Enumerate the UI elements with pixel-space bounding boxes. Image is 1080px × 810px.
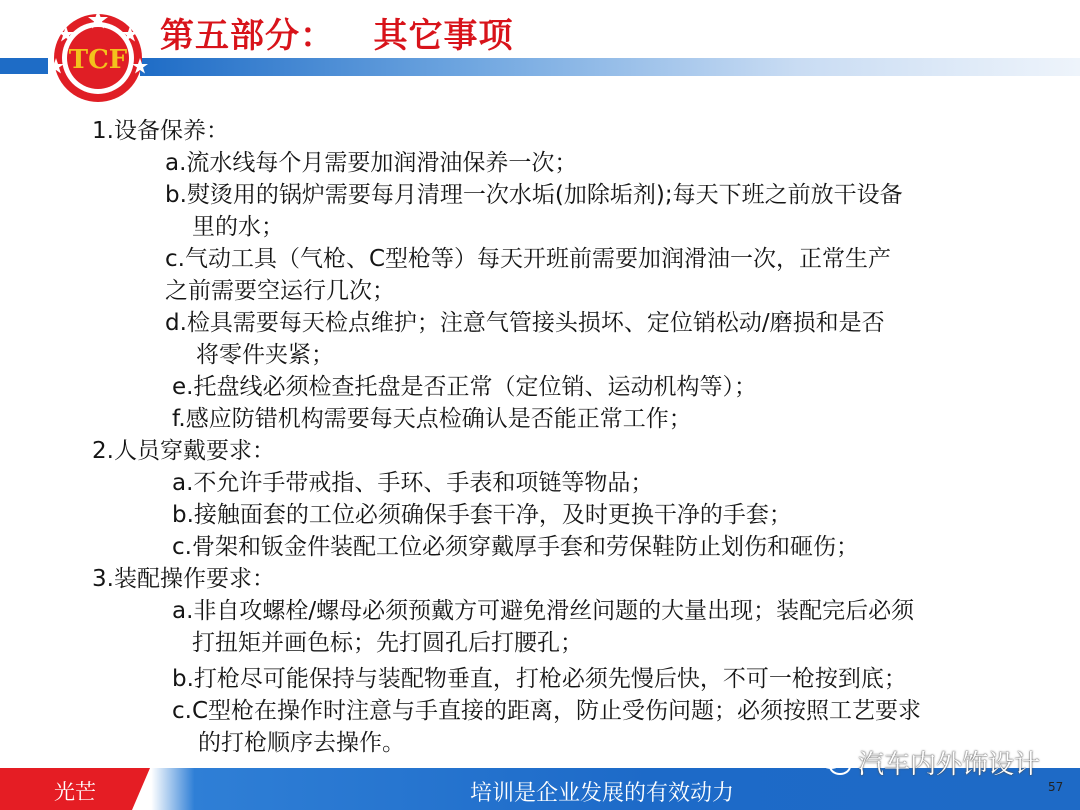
list-item: c.气动工具（气枪、C型枪等）每天开班前需要加润滑油一次，正常生产	[165, 246, 892, 272]
page-number: 57	[1048, 780, 1064, 794]
list-item: a.不允许手带戒指、手环、手表和项链等物品；	[172, 470, 654, 496]
list-item: c.骨架和钣金件装配工位必须穿戴厚手套和劳保鞋防止划伤和砸伤；	[172, 534, 859, 560]
header-band-left	[0, 58, 48, 74]
list-item-continuation: 打扭矩并画色标；先打圆孔后打腰孔；	[192, 630, 583, 656]
section-heading-1: 1.设备保养：	[92, 118, 229, 144]
list-item: a.非自攻螺栓/螺母必须预戴方可避免滑丝问题的大量出现；装配完后必须	[172, 598, 915, 624]
list-item: c.C型枪在操作时注意与手直接的距离，防止受伤问题；必须按照工艺要求	[172, 698, 922, 724]
wechat-watermark	[818, 744, 1040, 780]
list-item-continuation: 将零件夹紧；	[196, 342, 334, 368]
logo-text: TCF	[68, 45, 128, 75]
footer-left-text: 光芒	[54, 780, 96, 804]
footer-slogan: 培训是企业发展的有效动力	[470, 781, 735, 806]
header-band	[140, 58, 1080, 76]
tcf-logo	[48, 8, 148, 108]
list-item: b.打枪尽可能保持与装配物垂直，打枪必须先慢后快，不可一枪按到底；	[172, 666, 907, 692]
watermark-text: 汽车内外饰设计	[858, 749, 1041, 780]
list-item: a.流水线每个月需要加润滑油保养一次；	[165, 150, 578, 176]
list-item-continuation: 之前需要空运行几次；	[165, 278, 395, 304]
section-heading-3: 3.装配操作要求：	[92, 566, 275, 592]
list-item: b.熨烫用的锅炉需要每月清理一次水垢(加除垢剂);每天下班之前放干设备	[165, 182, 903, 208]
wechat-icon	[818, 747, 852, 777]
list-item: e.托盘线必须检查托盘是否正常（定位销、运动机构等）；	[172, 374, 757, 400]
list-item: d.检具需要每天检点维护；注意气管接头损坏、定位销松动/磨损和是否	[165, 310, 885, 336]
list-item: f.感应防错机构需要每天点检确认是否能正常工作；	[172, 406, 692, 432]
list-item-continuation: 里的水；	[192, 214, 284, 240]
section-heading-2: 2.人员穿戴要求：	[92, 438, 275, 464]
page-title: 第五部分： 其它事项	[160, 16, 514, 56]
list-item: b.接触面套的工位必须确保手套干净，及时更换干净的手套；	[172, 502, 792, 528]
list-item-continuation: 的打枪顺序去操作。	[198, 730, 405, 756]
